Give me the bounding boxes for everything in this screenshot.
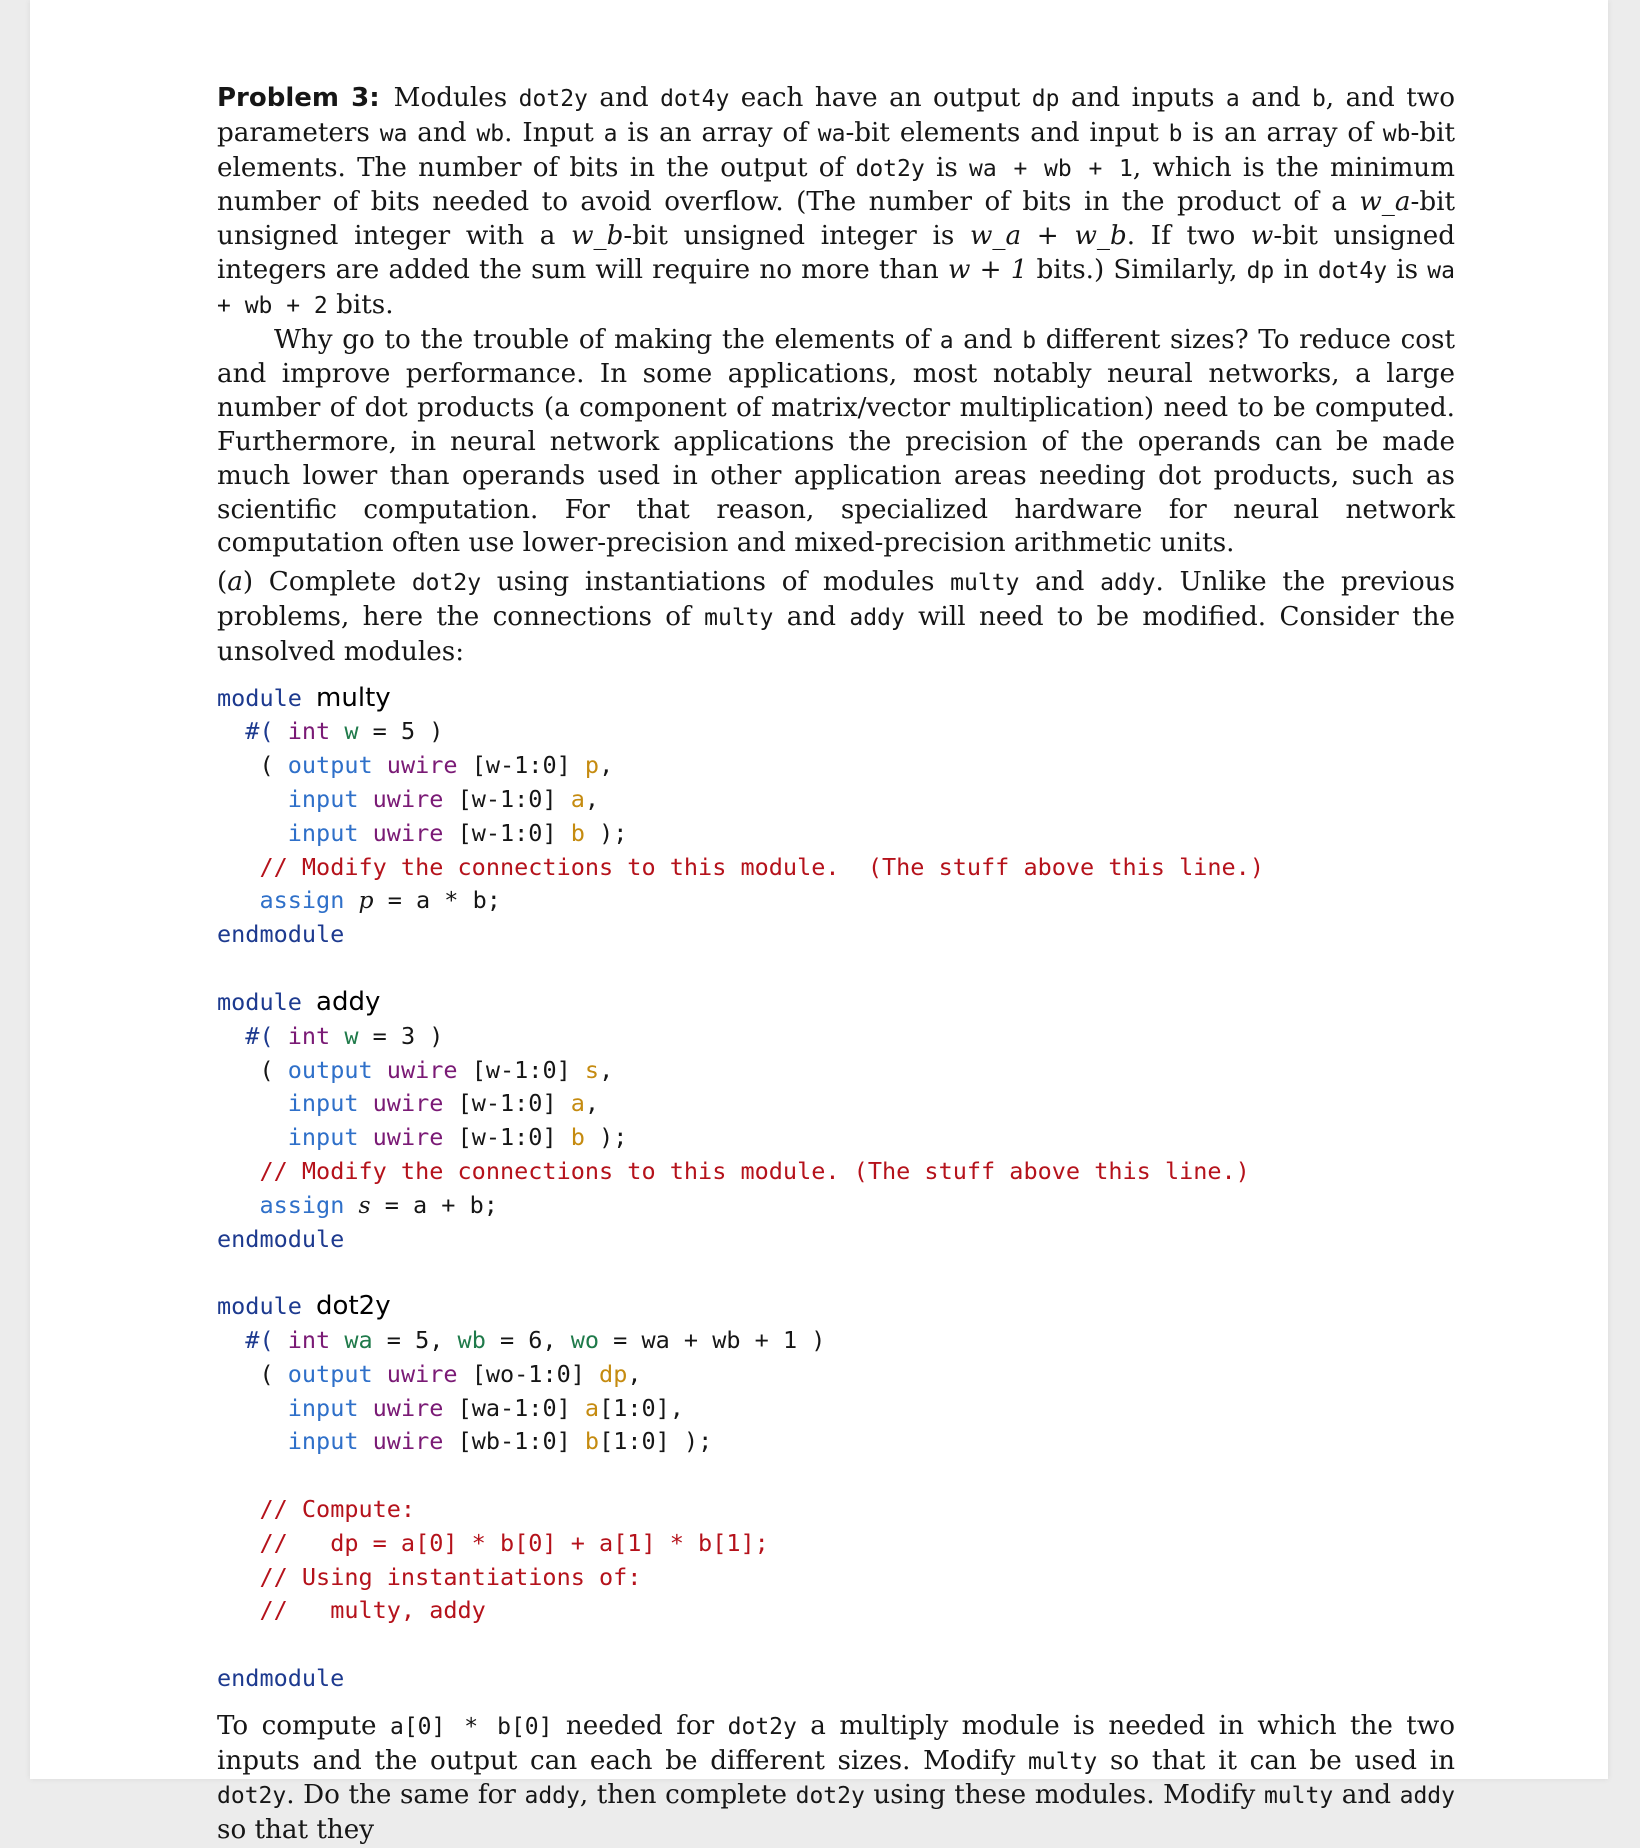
inline-text: using these modules. Modify (864, 1780, 1264, 1811)
inline-code: dot2y (795, 1783, 865, 1810)
inline-text: and inputs (1059, 83, 1226, 113)
param-rest: = 6, (485, 1326, 571, 1355)
inline-text: -bit elements and input (845, 117, 1169, 148)
port-lead (259, 1394, 287, 1422)
inline-code: dot2y (411, 570, 482, 597)
module-keyword: module (217, 1292, 302, 1321)
port-dir: input (287, 1427, 359, 1456)
port-lead: ( (259, 751, 288, 780)
inline-text: and (587, 83, 661, 113)
inline-code: b (1022, 327, 1037, 354)
port-dir: input (287, 818, 359, 847)
endmodule-keyword: endmodule (217, 1224, 345, 1253)
code-comment: // dp = a[0] * b[0] + a[1] * b[1]; (259, 1528, 769, 1557)
port-range: [w-1:0] (471, 1055, 571, 1084)
port-type: uwire (386, 1055, 458, 1084)
inline-text: ( (217, 567, 228, 598)
inline-code: dp (1031, 86, 1060, 112)
port-lead (259, 1427, 287, 1455)
inline-code: wa (817, 120, 846, 147)
param-rest: = 3 ) (358, 1021, 444, 1050)
inline-text: bits. (327, 289, 394, 320)
port-range: [w-1:0] (457, 784, 557, 813)
port-type: uwire (372, 1427, 444, 1456)
port-range: [w-1:0] (471, 751, 571, 780)
inline-text: and (773, 601, 850, 632)
port-var: b (584, 1427, 600, 1456)
port-type: uwire (372, 1089, 444, 1118)
port-var: s (584, 1055, 600, 1084)
inline-math: a (227, 567, 243, 598)
port-type: uwire (372, 1393, 444, 1422)
inline-code: wa + wb + 2 (217, 257, 1455, 319)
motivation-text (217, 325, 1455, 559)
port-lead (259, 785, 287, 813)
port-type: uwire (386, 751, 458, 780)
port-dir: input (287, 1393, 359, 1422)
port-var: a (570, 784, 585, 813)
param-rest: = wa + wb + 1 ) (599, 1326, 826, 1355)
param-open: #( (245, 717, 274, 746)
param-name: wb (457, 1326, 486, 1355)
port-tail: , (599, 1055, 614, 1084)
inline-code: dot2y (518, 86, 588, 112)
assign-keyword: assign (259, 886, 345, 915)
port-lead: ( (259, 1359, 288, 1388)
inline-code: a (603, 120, 618, 147)
port-type: uwire (372, 1123, 444, 1152)
inline-text: . Do the same for (286, 1780, 525, 1811)
inline-code: addy (849, 604, 905, 631)
assign-keyword: assign (259, 1190, 345, 1219)
motivation-paragraph (217, 324, 1455, 562)
inline-text: -bit unsigned integer is (623, 221, 970, 252)
port-type: uwire (386, 1359, 458, 1388)
port-dir: output (287, 1055, 373, 1084)
inline-text: and (953, 324, 1023, 355)
port-tail: , (584, 784, 600, 813)
code-comment: // Compute: (259, 1495, 416, 1524)
inline-code: addy (1100, 570, 1156, 597)
port-dir: output (287, 1359, 373, 1388)
inline-text: is (1387, 254, 1428, 285)
inline-code: wa + wb + 1 (969, 155, 1133, 182)
part-a-text (217, 567, 1455, 667)
problem-intro-text (217, 83, 1455, 320)
inline-code: dot2y (727, 1713, 797, 1740)
inline-code: dot2y (217, 1783, 287, 1810)
port-type: uwire (372, 784, 444, 813)
inline-text: . Input (504, 117, 604, 148)
inline-text: is an array of (1182, 117, 1383, 148)
inline-text: Modules (393, 83, 519, 113)
inline-code: wb (1382, 120, 1411, 147)
port-var: b (570, 1123, 585, 1152)
inline-text: bits.) Similarly, (1027, 254, 1247, 285)
inline-text: different sizes? To reduce cost and improve performance. In some applications, most notably neural networks, a large number of dot products (a component of matrix/vector multiplication) need to be computed. Furthermore, in neural network applications the precision of the operands can be made much lower than operands used in other application areas needing dot products, such as scientific computation. For that reason, specialized hardware for neural network computation often use lower-precision and mixed-precision arithmetic units. (217, 324, 1455, 559)
port-dir: output (287, 751, 373, 780)
inline-text: -bit unsigned integers are added the sum will require no more than (217, 221, 1455, 285)
inline-code: b (1168, 120, 1183, 147)
inline-text: needed for (552, 1710, 728, 1741)
code-comment: // Using instantiations of: (259, 1562, 642, 1591)
inline-text: ) Complete (242, 567, 412, 598)
paper-page (30, 0, 1608, 1846)
inline-code: a (1225, 86, 1240, 112)
inline-text: , and two parameters (217, 83, 1455, 148)
inline-text: To compute (217, 1710, 390, 1741)
inline-math: w + 1 (947, 254, 1028, 285)
port-tail: , (599, 751, 614, 780)
inline-code: b (1311, 86, 1326, 112)
inline-code: multy (704, 604, 774, 631)
port-lead (259, 819, 287, 847)
module-name: dot2y (316, 1291, 391, 1322)
param-name: wo (570, 1326, 600, 1355)
problem-label: Problem 3: (217, 83, 380, 113)
module-keyword: module (217, 987, 302, 1016)
inline-code: a[0] * b[0] (389, 1713, 553, 1740)
port-range: [wa-1:0] (457, 1393, 571, 1422)
param-rest: = 5 ) (358, 717, 444, 746)
inline-text: and (1019, 567, 1101, 598)
inline-code: multy (950, 570, 1020, 597)
module-name: multy (316, 682, 391, 713)
inline-code: dot2y (855, 155, 925, 182)
port-type: uwire (372, 818, 444, 847)
inline-code: multy (1263, 1783, 1334, 1810)
code-multy (217, 682, 1455, 952)
port-tail: [1:0] ); (599, 1427, 713, 1456)
port-dir: input (287, 1123, 359, 1152)
assign-lhs: s (358, 1190, 371, 1219)
port-range: [w-1:0] (457, 1089, 557, 1118)
port-var: p (584, 751, 600, 780)
inline-text: and (407, 117, 477, 148)
code-dot2y (217, 1290, 1455, 1696)
inline-code: addy (524, 1783, 580, 1810)
endmodule-keyword: endmodule (217, 1664, 345, 1693)
port-var: dp (599, 1359, 628, 1388)
module-name: addy (316, 986, 381, 1017)
port-tail: ); (584, 1123, 628, 1152)
assign-lhs: p (358, 886, 374, 915)
inline-text: . Unlike the previous problems, here the connections of (217, 567, 1455, 632)
port-lead (259, 1089, 287, 1117)
port-range: [wo-1:0] (471, 1359, 585, 1388)
inline-math: w (1250, 221, 1274, 252)
assign-rest: = a * b; (373, 886, 501, 915)
param-rest: = 5, (372, 1326, 458, 1355)
port-lead (259, 1123, 287, 1151)
inline-code: addy (1399, 1783, 1455, 1810)
param-name: w (344, 1021, 359, 1050)
part-a-paragraph (217, 566, 1455, 669)
port-var: a (584, 1393, 600, 1422)
port-tail: ); (584, 818, 628, 847)
inline-text: a multiply module is needed in which the two inputs and the output can each be different sizes. Modify (217, 1710, 1456, 1776)
port-lead: ( (259, 1055, 288, 1084)
param-type: int (287, 1021, 331, 1050)
port-tail: , (584, 1089, 600, 1118)
inline-text: and (1239, 83, 1312, 113)
inline-text: and (1333, 1780, 1400, 1811)
port-var: a (570, 1089, 585, 1118)
inline-text: , then complete (579, 1780, 796, 1811)
inline-text: using instantiations of modules (481, 567, 951, 598)
inline-code: a (939, 327, 954, 354)
port-tail: , (627, 1359, 642, 1388)
port-tail: [1:0], (599, 1393, 684, 1422)
inline-text: , which is the minimum number of bits needed to avoid overflow. (The number of bits in the product of a (217, 152, 1456, 218)
inline-text: . If two (1126, 221, 1251, 252)
inline-text: Why go to the trouble of making the elements of (274, 324, 940, 355)
problem-content (217, 82, 1455, 1848)
param-open: #( (245, 1021, 274, 1050)
inline-math: w_b (571, 221, 624, 252)
code-comment: // Modify the connections to this module. (The stuff above this line.) (259, 852, 1264, 881)
param-type: int (287, 717, 331, 746)
inline-text: in (1274, 254, 1318, 285)
endmodule-keyword: endmodule (217, 920, 345, 949)
code-comment: // Modify the connections to this module. (The stuff above this line.) (259, 1156, 1250, 1185)
problem-intro-paragraph (217, 82, 1455, 324)
param-name: w (344, 717, 359, 746)
module-keyword: module (217, 683, 302, 712)
inline-code: dot4y (660, 86, 730, 112)
inline-text: -bit elements. The number of bits in the output of (217, 117, 1455, 183)
assign-rest: = a + b; (370, 1190, 498, 1219)
code-comment: // multy, addy (259, 1596, 486, 1625)
inline-text: so that they (217, 1815, 375, 1846)
inline-text: -bit unsigned integer with a (217, 187, 1455, 252)
inline-text: is an array of (617, 117, 818, 148)
inline-text: so that it can be used in (1097, 1745, 1455, 1776)
inline-math: w_a + w_b (969, 221, 1127, 252)
final-text (217, 1711, 1455, 1845)
port-range: [w-1:0] (457, 818, 557, 847)
inline-text: is (924, 152, 969, 183)
inline-text: each have an output (729, 83, 1032, 113)
inline-code: dp (1246, 257, 1275, 284)
inline-code: wb (476, 120, 505, 147)
port-range: [wb-1:0] (457, 1427, 571, 1456)
inline-code: dot4y (1317, 257, 1388, 284)
code-addy (217, 986, 1455, 1256)
port-dir: input (287, 1089, 359, 1118)
port-dir: input (287, 784, 359, 813)
param-type: int (287, 1326, 331, 1355)
inline-code: wa (379, 120, 408, 147)
port-range: [w-1:0] (457, 1123, 557, 1152)
inline-code: multy (1028, 1748, 1098, 1775)
inline-math: w_a (1359, 187, 1411, 218)
inline-text: will need to be modified. Consider the unsolved modules: (217, 601, 1455, 667)
param-open: #( (245, 1326, 274, 1355)
param-name: wa (344, 1326, 373, 1355)
port-var: b (570, 818, 585, 847)
